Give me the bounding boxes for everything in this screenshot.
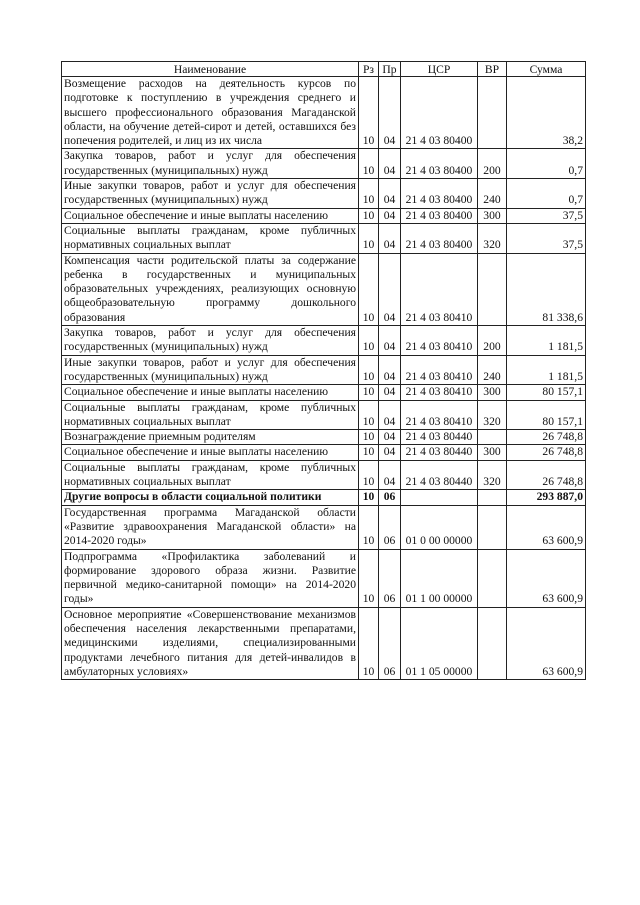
row-pr: 06 xyxy=(379,549,401,607)
table-row xyxy=(62,400,586,430)
row-vr xyxy=(478,549,507,607)
budget-table xyxy=(61,61,586,680)
row-rz: 10 xyxy=(359,77,379,149)
row-name: Социальное обеспечение и иные выплаты населению xyxy=(62,445,359,460)
row-name: Социальное обеспечение и иные выплаты населению xyxy=(62,208,359,223)
row-vr xyxy=(478,253,507,325)
row-pr: 04 xyxy=(379,400,401,430)
header-csr: ЦСР xyxy=(401,62,478,77)
row-csr: 21 4 03 80410 xyxy=(401,253,478,325)
row-rz: 10 xyxy=(359,355,379,385)
row-csr: 21 4 03 80400 xyxy=(401,77,478,149)
row-name: Подпрограмма «Профилактика заболеваний и формирование здорового образа жизни. Развитие первичной медико-санитарной помощи» на 2014-2020 годы» xyxy=(62,549,359,607)
row-csr: 21 4 03 80410 xyxy=(401,355,478,385)
row-csr: 01 0 00 00000 xyxy=(401,505,478,549)
row-sum: 63 600,9 xyxy=(507,607,586,679)
row-vr: 300 xyxy=(478,385,507,400)
row-rz: 10 xyxy=(359,208,379,223)
table-row xyxy=(62,430,586,445)
row-sum: 1 181,5 xyxy=(507,355,586,385)
table-row xyxy=(62,208,586,223)
row-name: Иные закупки товаров, работ и услуг для обеспечения государственных (муниципальных) нужд xyxy=(62,355,359,385)
row-pr: 04 xyxy=(379,445,401,460)
row-sum: 63 600,9 xyxy=(507,549,586,607)
row-pr: 04 xyxy=(379,253,401,325)
row-csr: 21 4 03 80410 xyxy=(401,385,478,400)
row-vr: 200 xyxy=(478,326,507,356)
header-name: Наименование xyxy=(62,62,359,77)
table-row xyxy=(62,326,586,356)
row-name: Государственная программа Магаданской области «Развитие здравоохранения Магаданской области» на 2014-2020 годы» xyxy=(62,505,359,549)
row-sum: 26 748,8 xyxy=(507,460,586,490)
row-sum: 80 157,1 xyxy=(507,385,586,400)
row-sum: 37,5 xyxy=(507,223,586,253)
row-pr: 04 xyxy=(379,355,401,385)
row-csr: 21 4 03 80400 xyxy=(401,149,478,179)
row-sum: 1 181,5 xyxy=(507,326,586,356)
table-row xyxy=(62,505,586,549)
header-row xyxy=(62,62,586,77)
row-vr xyxy=(478,430,507,445)
row-csr: 21 4 03 80400 xyxy=(401,208,478,223)
row-vr xyxy=(478,607,507,679)
row-csr: 21 4 03 80410 xyxy=(401,326,478,356)
table-row xyxy=(62,549,586,607)
row-rz: 10 xyxy=(359,385,379,400)
row-vr xyxy=(478,490,507,505)
row-sum: 26 748,8 xyxy=(507,430,586,445)
header-rz: Рз xyxy=(359,62,379,77)
table-body xyxy=(62,77,586,680)
row-sum: 80 157,1 xyxy=(507,400,586,430)
row-vr: 300 xyxy=(478,208,507,223)
row-vr: 200 xyxy=(478,149,507,179)
row-csr xyxy=(401,490,478,505)
row-rz: 10 xyxy=(359,549,379,607)
row-pr: 04 xyxy=(379,385,401,400)
row-csr: 21 4 03 80440 xyxy=(401,460,478,490)
row-rz: 10 xyxy=(359,179,379,209)
row-csr: 21 4 03 80440 xyxy=(401,445,478,460)
table-row xyxy=(62,490,586,505)
row-csr: 21 4 03 80440 xyxy=(401,430,478,445)
table-row xyxy=(62,179,586,209)
row-vr: 240 xyxy=(478,179,507,209)
table-row xyxy=(62,445,586,460)
row-pr: 06 xyxy=(379,607,401,679)
row-sum: 81 338,6 xyxy=(507,253,586,325)
row-name: Социальное обеспечение и иные выплаты населению xyxy=(62,385,359,400)
row-name: Закупка товаров, работ и услуг для обеспечения государственных (муниципальных) нужд xyxy=(62,149,359,179)
row-rz: 10 xyxy=(359,607,379,679)
row-sum: 38,2 xyxy=(507,77,586,149)
row-rz: 10 xyxy=(359,430,379,445)
row-csr: 01 1 05 00000 xyxy=(401,607,478,679)
row-pr: 04 xyxy=(379,223,401,253)
row-vr: 320 xyxy=(478,223,507,253)
row-vr: 320 xyxy=(478,460,507,490)
row-vr: 300 xyxy=(478,445,507,460)
row-name: Возмещение расходов на деятельность курсов по подготовке к поступлению в учреждения среднего и высшего профессионального образования Магаданской области, на обучение детей-сирот и детей, оставшихся без попечения родителей, и лиц из их числа xyxy=(62,77,359,149)
row-pr: 04 xyxy=(379,77,401,149)
row-rz: 10 xyxy=(359,326,379,356)
table-row xyxy=(62,385,586,400)
row-rz: 10 xyxy=(359,490,379,505)
row-name: Иные закупки товаров, работ и услуг для обеспечения государственных (муниципальных) нужд xyxy=(62,179,359,209)
table-row xyxy=(62,355,586,385)
row-sum: 37,5 xyxy=(507,208,586,223)
table-row xyxy=(62,149,586,179)
row-vr: 240 xyxy=(478,355,507,385)
row-csr: 21 4 03 80400 xyxy=(401,223,478,253)
table-header xyxy=(62,62,586,77)
row-pr: 04 xyxy=(379,208,401,223)
header-sum: Сумма xyxy=(507,62,586,77)
row-name: Социальные выплаты гражданам, кроме публичных нормативных социальных выплат xyxy=(62,460,359,490)
row-pr: 04 xyxy=(379,326,401,356)
table-row xyxy=(62,607,586,679)
row-sum: 26 748,8 xyxy=(507,445,586,460)
header-vr: ВР xyxy=(478,62,507,77)
row-name: Закупка товаров, работ и услуг для обеспечения государственных (муниципальных) нужд xyxy=(62,326,359,356)
row-sum: 293 887,0 xyxy=(507,490,586,505)
row-pr: 06 xyxy=(379,505,401,549)
row-vr xyxy=(478,505,507,549)
row-rz: 10 xyxy=(359,505,379,549)
row-sum: 63 600,9 xyxy=(507,505,586,549)
row-name: Вознаграждение приемным родителям xyxy=(62,430,359,445)
table-row xyxy=(62,223,586,253)
row-name: Основное мероприятие «Совершенствование механизмов обеспечения населения лекарственными препаратами, медицинскими изделиями, специализированными продуктами лечебного питания для детей-инвалидов в амбулаторных условиях» xyxy=(62,607,359,679)
row-csr: 01 1 00 00000 xyxy=(401,549,478,607)
row-vr xyxy=(478,77,507,149)
row-sum: 0,7 xyxy=(507,149,586,179)
row-pr: 04 xyxy=(379,460,401,490)
row-rz: 10 xyxy=(359,400,379,430)
row-rz: 10 xyxy=(359,445,379,460)
row-rz: 10 xyxy=(359,223,379,253)
row-vr: 320 xyxy=(478,400,507,430)
row-rz: 10 xyxy=(359,253,379,325)
table-row xyxy=(62,460,586,490)
row-rz: 10 xyxy=(359,149,379,179)
row-csr: 21 4 03 80410 xyxy=(401,400,478,430)
header-pr: Пр xyxy=(379,62,401,77)
row-csr: 21 4 03 80400 xyxy=(401,179,478,209)
row-name: Социальные выплаты гражданам, кроме публичных нормативных социальных выплат xyxy=(62,400,359,430)
table-row xyxy=(62,77,586,149)
row-name: Компенсация части родительской платы за содержание ребенка в государственных и муниципальных образовательных учреждениях, реализующих основную общеобразовательную программу дошкольного образования xyxy=(62,253,359,325)
row-name: Другие вопросы в области социальной политики xyxy=(62,490,359,505)
row-pr: 06 xyxy=(379,490,401,505)
row-pr: 04 xyxy=(379,149,401,179)
row-rz: 10 xyxy=(359,460,379,490)
row-name: Социальные выплаты гражданам, кроме публичных нормативных социальных выплат xyxy=(62,223,359,253)
row-pr: 04 xyxy=(379,179,401,209)
row-pr: 04 xyxy=(379,430,401,445)
table-row xyxy=(62,253,586,325)
row-sum: 0,7 xyxy=(507,179,586,209)
